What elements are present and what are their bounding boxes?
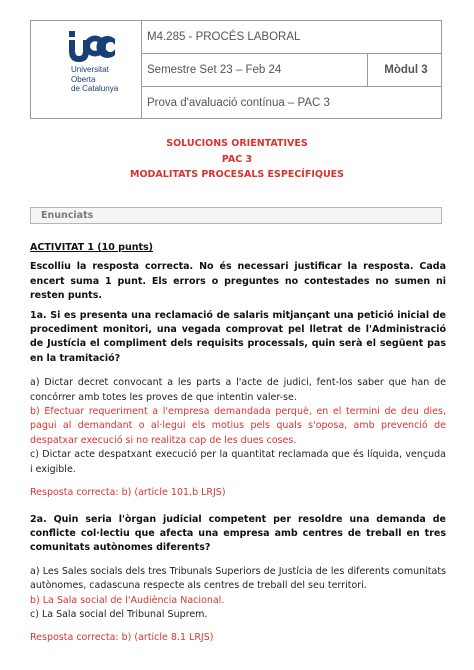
header-row-exam [141,87,441,118]
question-1: 1a. Si es presenta una reclamació de salaris mitjançant una petició inicial de procediment monitori, una vegada comprovat pel lletrat de l'Administració de Justícia el compliment dels requisits processals, quin serà el següent pas en la tramitació? [30,309,446,364]
question-2-option-b: b) La Sala social de l'Audiència Nacional. [30,594,225,606]
document-title: SOLUCIONS ORIENTATIVES [166,138,308,149]
header-row-course [141,21,441,54]
section-label: Enunciats [41,210,94,221]
logo-line: Oberta [71,74,96,84]
module-label: Mòdul 3 [367,54,444,86]
uoc-logo-icon [69,31,117,63]
course-title: M4.285 - PROCÉS LABORAL [147,31,301,43]
question-1-option-c: c) Dictar acte despatxant execució per la quantitat reclamada que és líquida, vençuda i exigible. [30,449,446,475]
question-2-option-a: a) Les Sales socials dels tres Tribunals Superiors de Justícia de les diferents comunitats autònomes, cadascuna respecte als centres de treball del seu territori. [30,565,446,592]
logo-cell [31,21,142,118]
document-body [30,235,446,646]
document-titles [0,136,474,183]
header-table [30,20,442,119]
logo-line: de Catalunya [71,84,119,93]
question-2-option-c: c) La Sala social del Tribunal Suprem. [30,608,208,620]
activity-instructions: Escolliu la resposta correcta. No és necessari justificar la resposta. Cada encert suma 1 punt. Els errors o preguntes no contestades no sumen ni resten punts. [30,261,446,302]
question-1-option-a: a) Dictar decret convocant a les parts a l'acte de judici, fent-los saber que han de concórrer amb totes les proves de que intentin valer-se. [30,377,446,403]
question-1-answer: Resposta correcta: b) (article 101.b LRJS) [30,487,226,499]
question-2: 2a. Quin seria l'òrgan judicial competent per resoldre una demanda de conflicte col·lectiu que afecta una empresa amb centres de treball en tres comunitats autònomes diferents? [30,513,446,554]
section-header-enunciats [30,207,442,224]
question-1-option-b: b) Efectuar requeriment a l'empresa demandada perquè, en el termini de deu dies, pagui al demandant o al·legui els motius pels quals s'oposa, amb prevenció de despatxar execució si no realitza cap de les dues coses. [30,406,446,446]
question-2-answer: Resposta correcta: b) (article 8.1 LRJS) [30,632,214,644]
semester-label: Semestre Set 23 – Feb 24 [147,64,282,76]
activity-title: ACTIVITAT 1 (10 punts) [30,242,154,253]
logo-line: Universitat [71,65,109,74]
exam-label: Prova d'avaluació contínua – PAC 3 [147,96,330,109]
logo-wordmark [71,65,141,94]
document-subtitle: MODALITATS PROCESALS ESPECÍFIQUES [130,169,344,180]
header-row-semester [141,54,441,87]
document-subtitle: PAC 3 [221,153,253,165]
